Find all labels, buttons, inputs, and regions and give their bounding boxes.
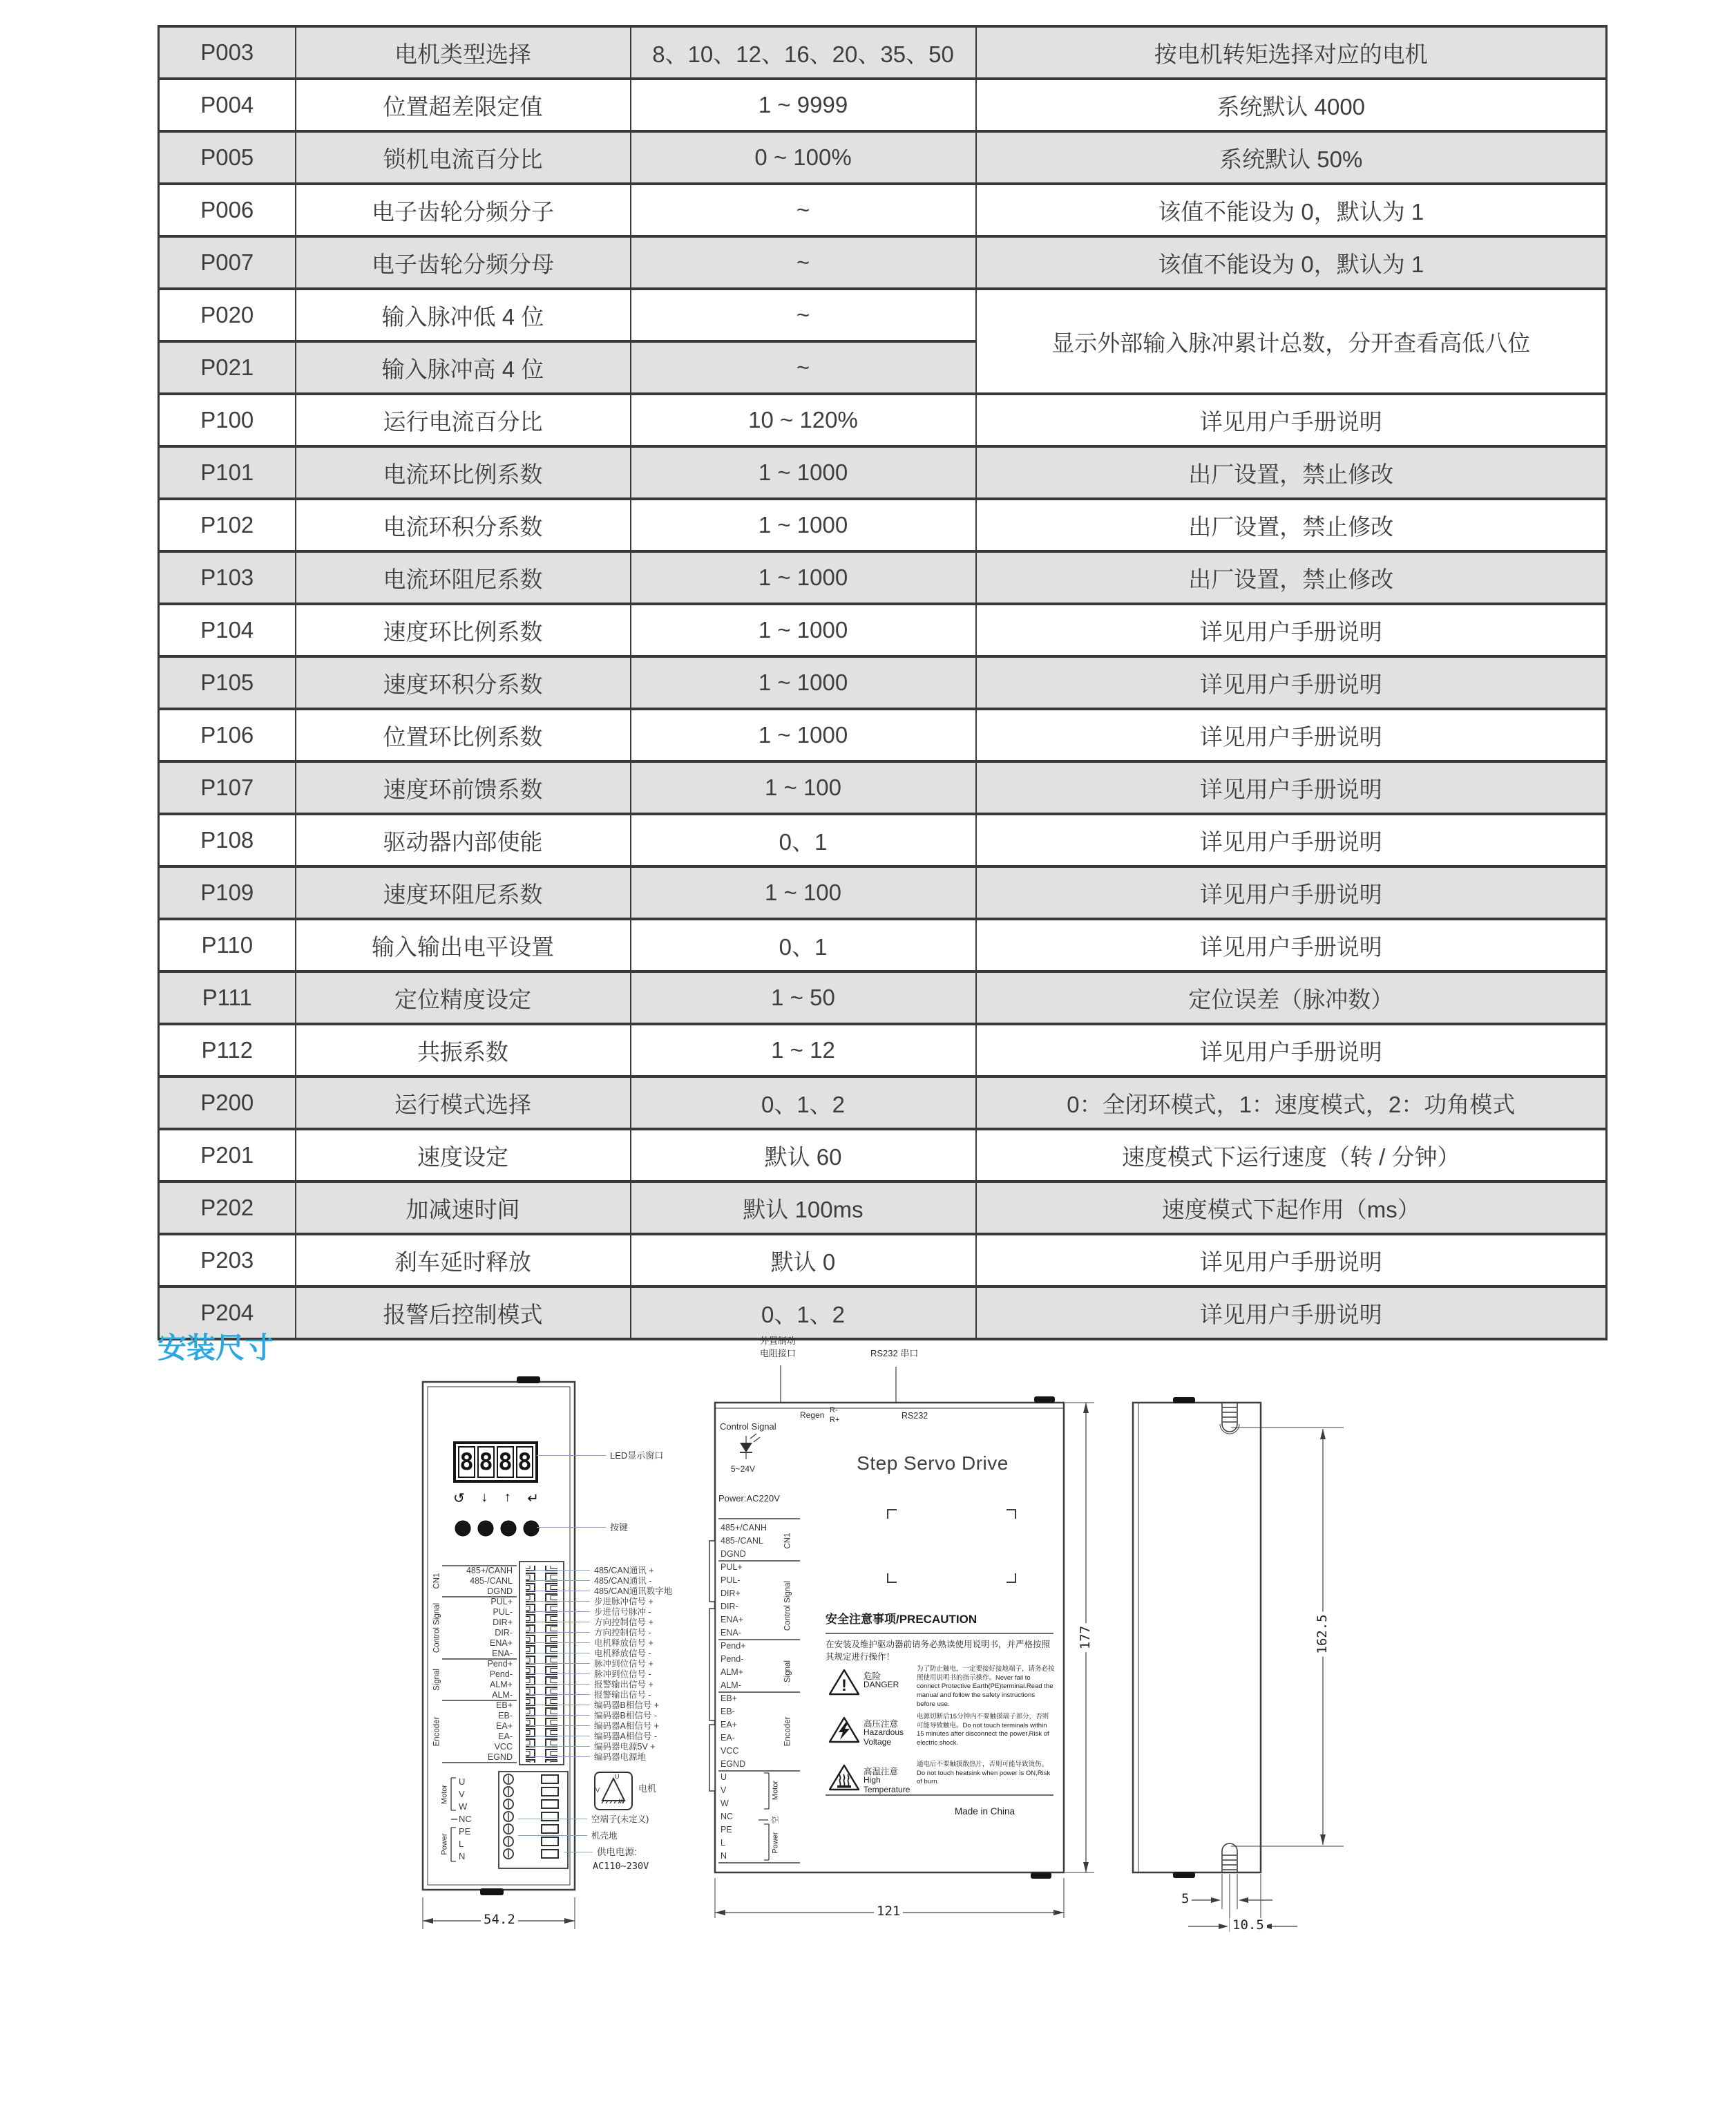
rs232-inner-label: RS232	[902, 1411, 928, 1421]
cell-name: 速度环前馈系数	[296, 761, 631, 814]
cell-code: P004	[159, 79, 296, 131]
cell-desc: 详见用户手册说明	[976, 604, 1607, 656]
cell-range: 1 ~ 1000	[631, 656, 976, 709]
cell-name: 加减速时间	[296, 1182, 631, 1234]
cell-desc: 出厂设置，禁止修改	[976, 551, 1607, 604]
cell-desc: 速度模式下运行速度（转 / 分钟）	[976, 1129, 1607, 1182]
table-row	[159, 184, 1607, 236]
cell-range: 1 ~ 1000	[631, 499, 976, 551]
cell-name: 电子齿轮分频分母	[296, 236, 631, 289]
callout-ground: 机壳地	[591, 1831, 618, 1841]
cell-name: 锁机电流百分比	[296, 131, 631, 184]
table-row	[159, 26, 1607, 79]
dim-width-top: 121	[874, 1904, 903, 1919]
pin-name-list	[448, 1566, 513, 1763]
mid-group-control: Control Signal	[783, 1580, 792, 1631]
cell-code: P204	[159, 1287, 296, 1339]
pin-name: N	[721, 1851, 727, 1861]
cell-code: P110	[159, 919, 296, 971]
cell-desc: 按电机转矩选择对应的电机	[976, 26, 1607, 79]
cell-code: P105	[159, 656, 296, 709]
cell-code: P201	[159, 1129, 296, 1182]
pin-callout: 方向控制信号 -	[595, 1628, 672, 1638]
led-display	[453, 1441, 538, 1483]
pin-name: 485+/CANH	[721, 1523, 767, 1533]
cell-desc: 详见用户手册说明	[976, 1024, 1607, 1077]
cell-code: P202	[159, 1182, 296, 1234]
table-row	[159, 866, 1607, 919]
cell-desc: 0：全闭环模式，1：速度模式，2：功角模式	[976, 1077, 1607, 1129]
warning-text: 通电后不要触摸散热片，否则可能导致烫伤。Do not touch heatsink when power is ON,Risk of burn.	[917, 1761, 1051, 1786]
cell-name: 速度环阻尼系数	[296, 866, 631, 919]
mid-group-signal: Signal	[783, 1660, 792, 1682]
pin-name: 485-/CANL	[470, 1576, 513, 1586]
cell-code: P020	[159, 289, 296, 341]
param-table-body	[159, 26, 1607, 1339]
callout-nc: 空端子(未定义)	[591, 1814, 649, 1824]
cell-range: ~	[631, 184, 976, 236]
table-row	[159, 1287, 1607, 1339]
pin-name: DIR+	[721, 1588, 741, 1598]
cell-code: P005	[159, 131, 296, 184]
cell-range: 1 ~ 50	[631, 971, 976, 1024]
cell-desc: 详见用户手册说明	[976, 656, 1607, 709]
pin-name: EA-	[721, 1733, 735, 1743]
pin-name: PE	[721, 1825, 732, 1834]
pin-callout: 电机释放信号 +	[595, 1638, 672, 1649]
cell-desc: 详见用户手册说明	[976, 1287, 1607, 1339]
pin-callout: 485/CAN通讯数字地	[594, 1586, 673, 1596]
side-view-linework	[1112, 1334, 1402, 1990]
mid-group-motor: Motor	[771, 1780, 780, 1801]
cell-name: 速度环积分系数	[296, 656, 631, 709]
cell-range: 0、1	[631, 814, 976, 866]
cell-range: 1 ~ 9999	[631, 79, 976, 131]
pin-name: ENA-	[721, 1628, 741, 1638]
cell-range: 0、1、2	[631, 1287, 976, 1339]
motor-symbol-letter-v: V	[595, 1787, 600, 1794]
mid-group-power: Power	[771, 1832, 780, 1854]
table-row	[159, 551, 1607, 604]
cell-name: 电流环阻尼系数	[296, 551, 631, 604]
control-signal-label: Control Signal	[720, 1421, 776, 1432]
cell-range: 默认 0	[631, 1234, 976, 1287]
pin-name: W	[721, 1799, 729, 1808]
made-in-label: Made in China	[955, 1806, 1015, 1817]
cell-name: 共振系数	[296, 1024, 631, 1077]
motor-pin-list	[459, 1776, 482, 1863]
callout-brake-resistor-line2: 电阻接口	[760, 1348, 797, 1358]
table-row	[159, 1234, 1607, 1287]
cell-range: ~	[631, 236, 976, 289]
callout-power-line1: 供电电源:	[597, 1847, 637, 1857]
parameter-table	[158, 25, 1608, 1340]
pin-callout: 脉冲到位信号 -	[595, 1669, 672, 1680]
pin-callout-list	[595, 1566, 672, 1763]
pin-name: ENA+	[489, 1638, 513, 1648]
cell-name: 速度设定	[296, 1129, 631, 1182]
dim-height-top: 177	[1078, 1623, 1094, 1652]
cell-code: P112	[159, 1024, 296, 1077]
precaution-intro: 在安装及维护驱动器前请务必熟读使用说明书，并严格按照其规定进行操作！	[826, 1640, 1051, 1662]
pin-name: PUL-	[493, 1607, 513, 1617]
pin-name: V	[721, 1785, 727, 1795]
cell-code: P100	[159, 394, 296, 446]
warning-voltage	[826, 1713, 1055, 1758]
cell-range: 1 ~ 1000	[631, 551, 976, 604]
cell-range: 1 ~ 12	[631, 1024, 976, 1077]
table-row	[159, 289, 1607, 341]
cell-name: 输入脉冲低 4 位	[296, 289, 631, 341]
cell-range: 1 ~ 1000	[631, 446, 976, 499]
pin-callout: 方向控制信号 +	[595, 1618, 672, 1628]
table-row	[159, 919, 1607, 971]
cell-range: 默认 60	[631, 1129, 976, 1182]
table-row	[159, 814, 1607, 866]
callout-motor: 电机	[638, 1783, 657, 1794]
pin-callout: 步进信号脉冲 -	[595, 1607, 672, 1618]
callout-rs232-port: RS232 串口	[870, 1348, 919, 1358]
motor-pin-name: NC	[459, 1814, 472, 1824]
high-temperature-icon	[828, 1763, 860, 1792]
pin-name: U	[721, 1772, 727, 1782]
cell-range: 0、1、2	[631, 1077, 976, 1129]
cell-name: 电子齿轮分频分子	[296, 184, 631, 236]
cell-desc: 该值不能设为 0，默认为 1	[976, 184, 1607, 236]
pin-name: ENA+	[721, 1615, 744, 1624]
dim-slot-width: 5	[1179, 1892, 1192, 1907]
motor-pin-name: L	[459, 1839, 464, 1849]
warning-text: 为了防止触电，一定要接好接地端子，请务必按照使用说明书的指示操作。Never fail to connect Protective Earth(PE)terminal.Read the manual and follow the safety instructions before use.	[917, 1665, 1055, 1708]
pin-name: Pend-	[489, 1669, 513, 1679]
cell-desc: 详见用户手册说明	[976, 866, 1607, 919]
table-row	[159, 499, 1607, 551]
svg-text:!: !	[841, 1676, 847, 1695]
motor-pin-name: PE	[459, 1826, 471, 1837]
pin-name: EB+	[496, 1700, 513, 1710]
warning-temperature	[826, 1761, 1055, 1798]
pin-callout: 485/CAN通讯 +	[595, 1566, 672, 1576]
callout-brake-resistor-line1: 外置制动	[760, 1336, 797, 1346]
nav-arrow-icon: ↵	[527, 1491, 539, 1506]
pin-name: DIR-	[495, 1628, 513, 1638]
cell-range: 1 ~ 1000	[631, 709, 976, 761]
cell-name: 速度环比例系数	[296, 604, 631, 656]
led-digit: 8	[497, 1446, 514, 1478]
regen-label: Regen	[800, 1410, 825, 1420]
regen-rplus: R+	[830, 1416, 840, 1424]
mid-group-encoder: Encoder	[783, 1716, 792, 1747]
table-row	[159, 394, 1607, 446]
precaution-title: 安全注意事项/PRECAUTION	[826, 1613, 977, 1626]
cell-name: 运行模式选择	[296, 1077, 631, 1129]
cell-range: 1 ~ 100	[631, 761, 976, 814]
cell-name: 驱动器内部使能	[296, 814, 631, 866]
pin-name: EA+	[496, 1721, 513, 1731]
pin-name: VCC	[494, 1742, 513, 1752]
warning-en: High Temperature	[864, 1775, 910, 1794]
table-row	[159, 236, 1607, 289]
pin-name: ENA-	[492, 1649, 513, 1658]
pin-name: DGND	[487, 1586, 513, 1596]
cell-code: P109	[159, 866, 296, 919]
pin-name: DIR+	[493, 1618, 513, 1627]
cell-code: P103	[159, 551, 296, 604]
cell-desc: 详见用户手册说明	[976, 1234, 1607, 1287]
cell-code: P006	[159, 184, 296, 236]
cell-range: ~	[631, 341, 976, 394]
group-label-motor: Motor	[440, 1784, 449, 1805]
pin-callout: 电机释放信号 -	[595, 1649, 672, 1659]
top-view-drawing	[698, 1334, 1112, 1990]
cell-code: P021	[159, 341, 296, 394]
callout-power-line2: AC110~230V	[593, 1861, 649, 1872]
cell-name: 报警后控制模式	[296, 1287, 631, 1339]
cell-code: P101	[159, 446, 296, 499]
callout-keys: 按键	[610, 1522, 629, 1533]
cell-range: 10 ~ 120%	[631, 394, 976, 446]
mid-group-cn1: CN1	[783, 1533, 792, 1549]
motor-pin-name: V	[459, 1789, 465, 1799]
group-label-power: Power	[440, 1833, 449, 1855]
cell-range: ~	[631, 289, 976, 341]
cell-code: P203	[159, 1234, 296, 1287]
motor-symbol-letter-w: W	[619, 1798, 625, 1805]
cell-desc: 系统默认 4000	[976, 79, 1607, 131]
pin-name: ALM-	[492, 1690, 513, 1700]
warning-danger	[826, 1665, 1055, 1711]
cell-name: 输入输出电平设置	[296, 919, 631, 971]
cell-desc: 出厂设置，禁止修改	[976, 499, 1607, 551]
table-row	[159, 131, 1607, 184]
table-row	[159, 1077, 1607, 1129]
pin-callout: 脉冲到位信号 +	[595, 1659, 672, 1669]
warning-en: Hazardous Voltage	[864, 1727, 904, 1747]
nav-arrow-icon: ↓	[481, 1490, 488, 1505]
pin-callout: 编码器B相信号 -	[595, 1711, 672, 1721]
side-view-drawing	[1112, 1334, 1402, 1990]
cell-range: 默认 100ms	[631, 1182, 976, 1234]
cell-desc: 定位误差（脉冲数）	[976, 971, 1607, 1024]
pin-name: EB-	[498, 1711, 513, 1720]
table-row	[159, 1024, 1607, 1077]
pin-name: PUL-	[721, 1575, 741, 1585]
device-title: Step Servo Drive	[857, 1452, 1009, 1474]
pin-name: ALM+	[489, 1680, 513, 1689]
pin-name: Pend+	[721, 1641, 746, 1651]
cell-code: P108	[159, 814, 296, 866]
cell-name: 刹车延时释放	[296, 1234, 631, 1287]
pin-name: Pend-	[721, 1654, 744, 1664]
motor-symbol-letter-u: U	[615, 1773, 620, 1780]
cell-name: 电流环比例系数	[296, 446, 631, 499]
nav-arrow-icon: ↺	[453, 1491, 465, 1506]
pin-name: EGND	[721, 1759, 746, 1769]
table-row	[159, 761, 1607, 814]
mid-pin-name-list	[721, 1521, 781, 1863]
section-title: 安装尺寸	[158, 1331, 274, 1364]
mid-group-nc: 空	[771, 1816, 780, 1824]
pin-name: DGND	[721, 1549, 746, 1559]
table-row	[159, 656, 1607, 709]
led-digit: 8	[516, 1446, 533, 1478]
cell-code: P200	[159, 1077, 296, 1129]
pin-name: EA+	[721, 1720, 737, 1729]
cell-code: P007	[159, 236, 296, 289]
dim-width-front: 54.2	[481, 1913, 518, 1928]
pin-name: NC	[721, 1812, 734, 1821]
cell-name: 电流环积分系数	[296, 499, 631, 551]
table-row	[159, 709, 1607, 761]
callout-led: LED显示窗口	[610, 1450, 664, 1461]
power-label: Power:AC220V	[718, 1493, 780, 1504]
cell-name: 电机类型选择	[296, 26, 631, 79]
led-digit: 8	[458, 1446, 475, 1478]
motor-pin-name: W	[459, 1801, 468, 1812]
cell-code: P104	[159, 604, 296, 656]
cell-desc: 显示外部输入脉冲累计总数，分开查看高低八位	[976, 289, 1607, 394]
pin-name: EB+	[721, 1694, 737, 1703]
cell-range: 1 ~ 1000	[631, 604, 976, 656]
group-label-cn1: CN1	[432, 1573, 441, 1589]
cell-desc: 详见用户手册说明	[976, 394, 1607, 446]
cell-range: 8、10、12、16、20、35、50	[631, 26, 976, 79]
pin-name: PUL+	[490, 1597, 513, 1606]
warning-en: DANGER	[864, 1680, 899, 1689]
pin-callout: 编码器B相信号 +	[595, 1700, 672, 1711]
pin-name: ALM+	[721, 1667, 744, 1677]
cell-code: P111	[159, 971, 296, 1024]
cell-name: 位置超差限定值	[296, 79, 631, 131]
pin-callout: 报警输出信号 -	[595, 1690, 672, 1700]
table-row	[159, 1129, 1607, 1182]
cell-name: 定位精度设定	[296, 971, 631, 1024]
warning-zh: 危险	[864, 1671, 881, 1681]
motor-pin-name: U	[459, 1776, 466, 1787]
table-row	[159, 604, 1607, 656]
cell-range: 0、1	[631, 919, 976, 971]
nav-button-icons	[453, 1490, 539, 1507]
pin-callout: 步进脉冲信号 +	[595, 1597, 672, 1607]
cell-code: P106	[159, 709, 296, 761]
cell-desc: 该值不能设为 0，默认为 1	[976, 236, 1607, 289]
warning-zh: 高压注意	[864, 1719, 899, 1729]
dim-height-side: 162.5	[1315, 1611, 1330, 1656]
warning-text: 电源切断后15分钟内不要触摸端子部分，否则可能导致触电。Do not touch terminals within 15 minutes after disconnect the power,Risk of electric shock.	[917, 1713, 1049, 1747]
pin-name: 485+/CANH	[466, 1566, 513, 1575]
pin-callout: 报警输出信号 +	[595, 1680, 672, 1690]
pin-callout: 485/CAN通讯 -	[595, 1576, 672, 1586]
pin-callout: 编码器A相信号 -	[595, 1732, 672, 1742]
cell-name: 位置环比例系数	[296, 709, 631, 761]
pin-name: Pend+	[487, 1659, 513, 1669]
group-label-signal: Signal	[432, 1669, 441, 1691]
pin-name: EB-	[721, 1707, 735, 1716]
cell-desc: 系统默认 50%	[976, 131, 1607, 184]
pin-name: ALM-	[721, 1680, 741, 1690]
cell-range: 0 ~ 100%	[631, 131, 976, 184]
cell-code: P003	[159, 26, 296, 79]
voltage-label: 5~24V	[731, 1464, 756, 1474]
pin-name: L	[721, 1838, 725, 1848]
pin-name: VCC	[721, 1746, 739, 1756]
cell-name: 输入脉冲高 4 位	[296, 341, 631, 394]
front-view-drawing	[414, 1375, 705, 1976]
cell-desc: 出厂设置，禁止修改	[976, 446, 1607, 499]
warning-zh: 高温注意	[864, 1767, 899, 1776]
pin-name: 485-/CANL	[721, 1536, 763, 1546]
table-row	[159, 79, 1607, 131]
nav-arrow-icon: ↑	[504, 1490, 511, 1505]
pin-name: EGND	[487, 1752, 513, 1762]
hazardous-voltage-icon	[828, 1716, 860, 1745]
danger-icon	[828, 1668, 860, 1697]
table-row	[159, 1182, 1607, 1234]
group-label-control: Control Signal	[432, 1602, 441, 1653]
cell-desc: 详见用户手册说明	[976, 814, 1607, 866]
dim-slot-offset: 10.5	[1230, 1918, 1267, 1933]
led-digit: 8	[477, 1446, 495, 1478]
pin-callout: 编码器电源5V +	[595, 1742, 672, 1752]
cell-code: P102	[159, 499, 296, 551]
group-label-encoder: Encoder	[432, 1716, 441, 1747]
motor-pin-name: N	[459, 1851, 466, 1861]
pin-name: EA-	[498, 1732, 513, 1741]
pin-callout: 编码器A相信号 +	[595, 1721, 672, 1732]
pin-name: PUL+	[721, 1562, 743, 1572]
cell-code: P107	[159, 761, 296, 814]
cell-desc: 速度模式下起作用（ms）	[976, 1182, 1607, 1234]
pin-name: DIR-	[721, 1602, 738, 1611]
table-row	[159, 971, 1607, 1024]
table-row	[159, 446, 1607, 499]
cell-range: 1 ~ 100	[631, 866, 976, 919]
cell-name: 运行电流百分比	[296, 394, 631, 446]
pin-callout: 编码器电源地	[595, 1752, 672, 1763]
cell-desc: 详见用户手册说明	[976, 761, 1607, 814]
cell-desc: 详见用户手册说明	[976, 709, 1607, 761]
cell-desc: 详见用户手册说明	[976, 919, 1607, 971]
regen-rminus: R-	[830, 1406, 838, 1414]
